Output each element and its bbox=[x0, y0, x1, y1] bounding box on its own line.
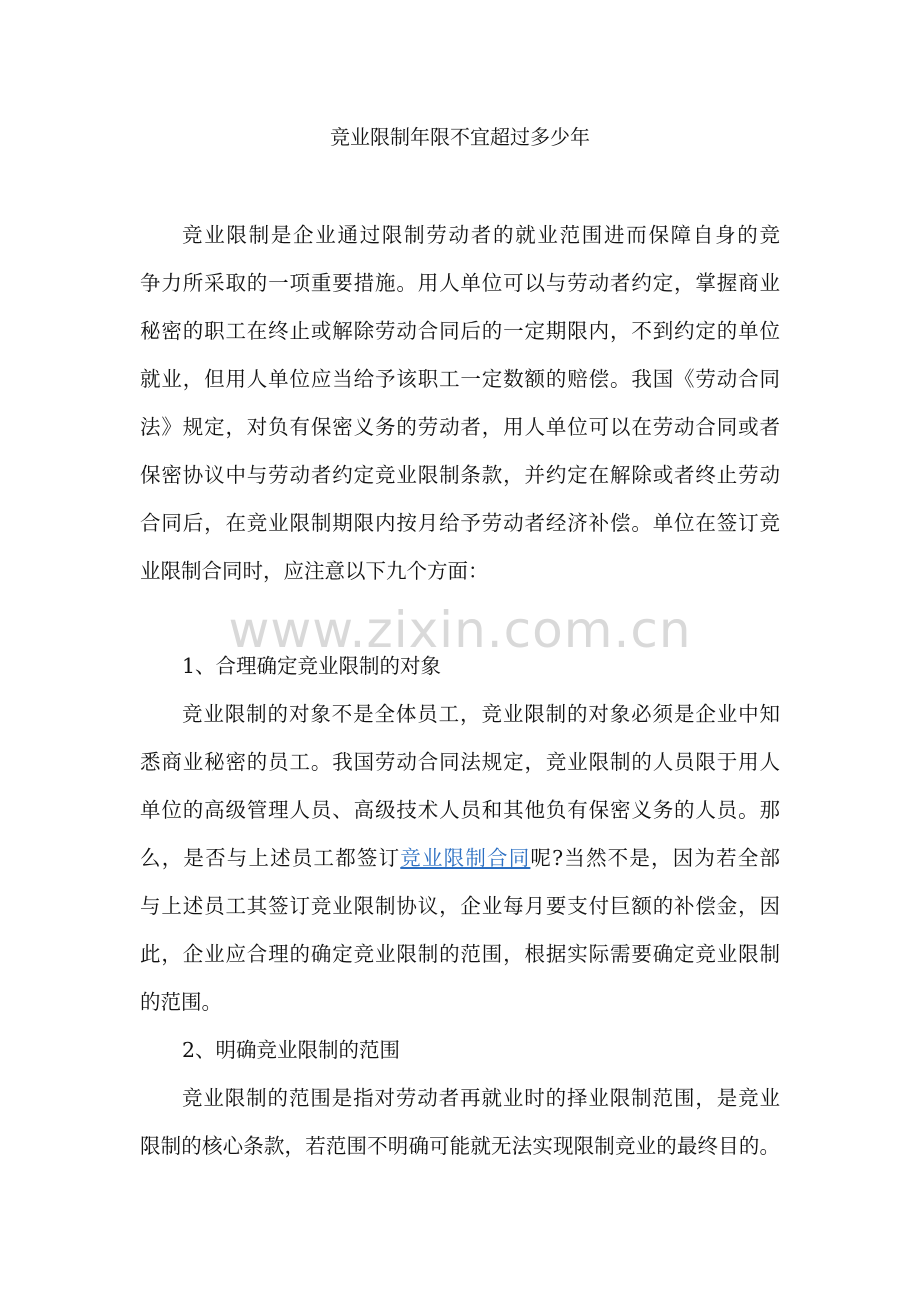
section1-line: 与上述员工其签订竞业限制协议，企业每月要支付巨额的补偿金，因 bbox=[140, 894, 780, 918]
section1-link-line bbox=[140, 845, 780, 871]
intro-line: 业限制合同时，应注意以下九个方面： bbox=[140, 559, 489, 583]
intro-line: 保密协议中与劳动者约定竞业限制条款，并约定在解除或者终止劳动 bbox=[140, 463, 780, 487]
section1-line: 单位的高级管理人员、高级技术人员和其他负有保密义务的人员。那 bbox=[140, 798, 780, 822]
intro-line: 竞业限制是企业通过限制劳动者的就业范围进而保障自身的竞 bbox=[182, 223, 780, 247]
section2-line: 限制的核心条款，若范围不明确可能就无法实现限制竞业的最终目的。 bbox=[140, 1134, 780, 1158]
link-line-after: 呢?当然不是，因为若全部 bbox=[530, 846, 780, 870]
intro-line: 法》规定，对负有保密义务的劳动者，用人单位可以在劳动合同或者 bbox=[140, 415, 780, 439]
link-line-before: 么，是否与上述员工都签订 bbox=[140, 846, 401, 870]
section1-line: 悉商业秘密的员工。我国劳动合同法规定，竞业限制的人员限于用人 bbox=[140, 750, 780, 774]
section2-heading: 2、明确竞业限制的范围 bbox=[182, 1038, 401, 1062]
intro-line: 合同后，在竞业限制期限内按月给予劳动者经济补偿。单位在签订竞 bbox=[140, 511, 780, 535]
section1-line: 此，企业应合理的确定竞业限制的范围，根据实际需要确定竞业限制 bbox=[140, 942, 780, 966]
intro-line: 争力所采取的一项重要措施。用人单位可以与劳动者约定，掌握商业 bbox=[140, 271, 780, 295]
intro-line: 秘密的职工在终止或解除劳动合同后的一定期限内，不到约定的单位 bbox=[140, 319, 780, 343]
intro-line: 就业，但用人单位应当给予该职工一定数额的赔偿。我国《劳动合同 bbox=[140, 367, 780, 391]
section1-line: 竞业限制的对象不是全体员工，竞业限制的对象必须是企业中知 bbox=[182, 702, 780, 726]
contract-link[interactable]: 竞业限制合同 bbox=[400, 846, 531, 870]
section1-line: 的范围。 bbox=[140, 990, 222, 1014]
section2-line: 竞业限制的范围是指对劳动者再就业时的择业限制范围，是竞业 bbox=[182, 1086, 780, 1110]
document-title: 竞业限制年限不宜超过多少年 bbox=[330, 125, 590, 149]
section1-heading: 1、合理确定竞业限制的对象 bbox=[182, 654, 442, 678]
watermark: www.zixin.com.cn bbox=[228, 601, 692, 659]
